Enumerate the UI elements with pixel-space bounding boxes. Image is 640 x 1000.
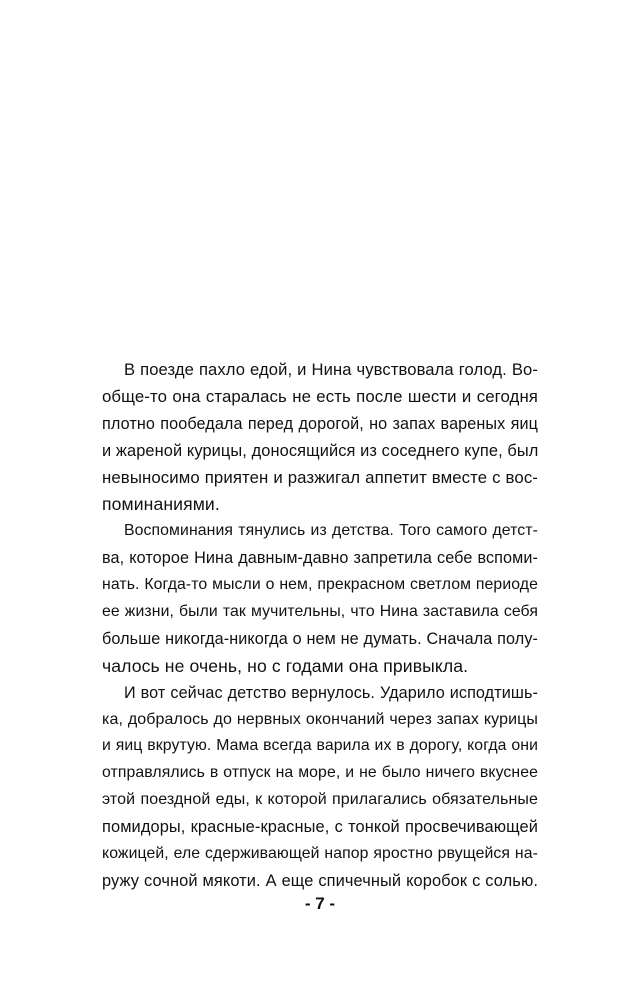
- text-line: ка, добралось до нервных окончаний через запах курицы: [102, 710, 538, 728]
- text-line: ружу сочной мякоти. А еще спичечный коробок с солью.: [102, 871, 538, 890]
- text-line: И вот сейчас детство вернулось. Ударило исподтишь-: [124, 683, 538, 702]
- text-line: ее жизни, были так мучительны, что Нина заставила себя: [102, 603, 538, 621]
- text-line: невыносимо приятен и разжигал аппетит вместе с вос-: [102, 467, 538, 487]
- text-line: отправлялись в отпуск на море, и не было ничего вкуснее: [102, 764, 538, 782]
- page-number: - 7 -: [304, 894, 336, 913]
- text-line: обще-то она старалась не есть после шести и сегодня: [102, 386, 538, 406]
- text-line: ва, которое Нина давным-давно запретила себе вспоми-: [102, 549, 538, 568]
- text-line: помидоры, красные-красные, с тонкой просвечивающей: [102, 818, 538, 837]
- text-line: больше никогда-никогда о нем не думать. Сначала полу-: [102, 629, 538, 648]
- text-line: этой поездной еды, к которой прилагались обязательные: [102, 791, 538, 809]
- text-line: нать. Когда-то мысли о нем, прекрасном светлом периоде: [102, 576, 538, 594]
- text-line: кожицей, еле сдерживающей напор яростно рвущейся на-: [102, 845, 538, 863]
- text-line: и жареной курицы, доносящийся из соседнего купе, был: [102, 441, 539, 460]
- text-line: Воспоминания тянулись из детства. Того самого детст-: [124, 522, 538, 540]
- text-line: В поезде пахло едой, и Нина чувствовала голод. Во-: [124, 360, 538, 379]
- text-line: чалось не очень, но с годами она привыкла.: [102, 655, 469, 676]
- body-text: [102, 357, 538, 895]
- text-line: поминаниями.: [102, 494, 220, 515]
- text-line: плотно пообедала перед дорогой, но запах вареных яиц: [102, 414, 538, 433]
- text-line: и яиц вкрутую. Мама всегда варила их в дорогу, когда они: [102, 737, 538, 755]
